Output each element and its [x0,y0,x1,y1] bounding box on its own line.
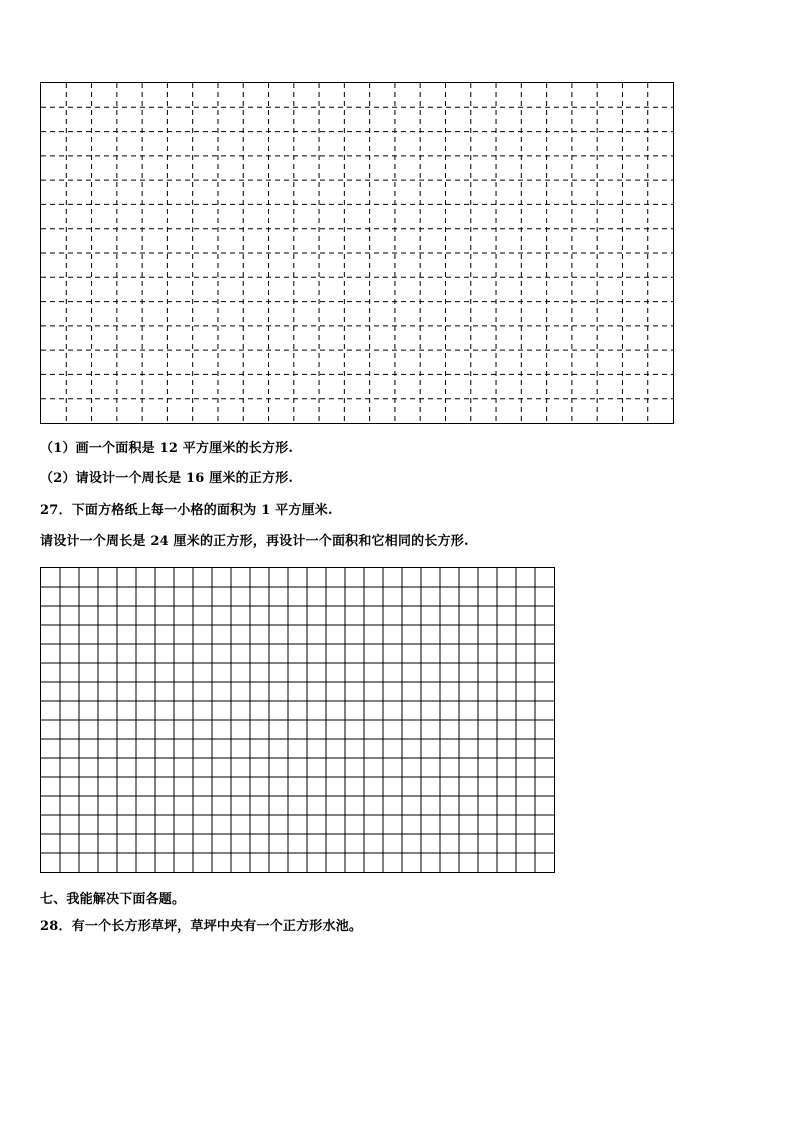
question-26-part-1: （1）画一个面积是 12 平方厘米的长方形. [40,441,294,456]
dashed-grid-paper [40,82,674,424]
question-26-part-2: （2）请设计一个周长是 16 厘米的正方形. [40,471,294,486]
section-7-heading: 七、我能解决下面各题。 [40,892,186,907]
question-27-task: 请设计一个周长是 24 厘米的正方形，再设计一个面积和它相同的长方形. [40,534,469,549]
solid-grid-lines [41,568,554,872]
question-28-prompt: 28．有一个长方形草坪，草坪中央有一个正方形水池。 [40,919,363,934]
solid-grid-paper [40,567,555,873]
question-27-prompt: 27．下面方格纸上每一小格的面积为 1 平方厘米. [40,503,333,518]
dashed-grid-lines [41,83,673,423]
